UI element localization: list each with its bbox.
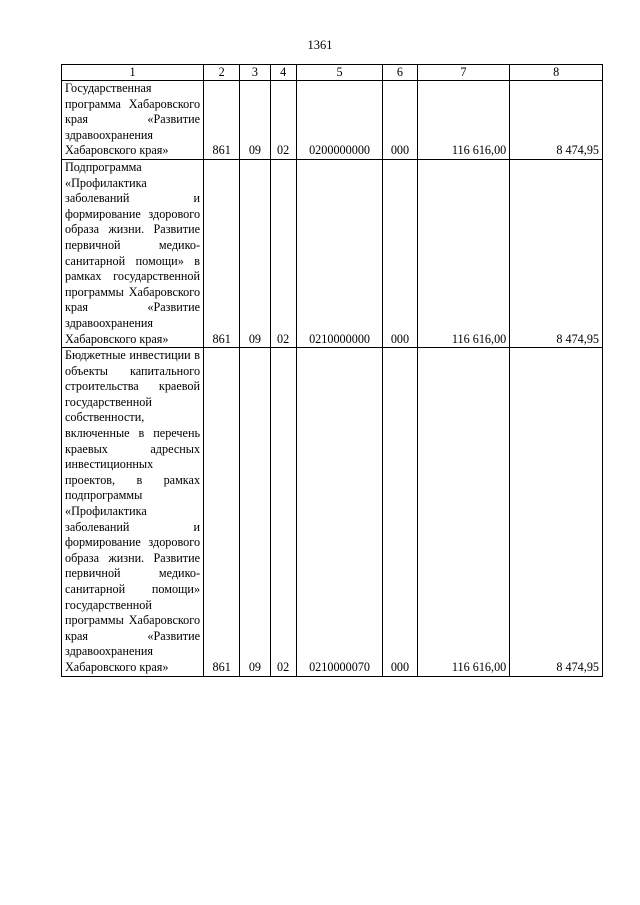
header-col-7: 7 bbox=[417, 65, 510, 81]
row-amount-2: 8 474,95 bbox=[510, 159, 603, 347]
row-subsection: 02 bbox=[270, 348, 296, 676]
header-col-1: 1 bbox=[62, 65, 204, 81]
page-number: 1361 bbox=[307, 38, 333, 52]
row-expense-type: 000 bbox=[383, 81, 417, 160]
header-col-2: 2 bbox=[204, 65, 240, 81]
row-amount-1: 116 616,00 bbox=[417, 159, 510, 347]
row-amount-1: 116 616,00 bbox=[417, 348, 510, 676]
row-target-article: 0210000000 bbox=[296, 159, 383, 347]
row-ministry-code: 861 bbox=[204, 159, 240, 347]
header-row bbox=[62, 65, 603, 81]
header-col-6: 6 bbox=[383, 65, 417, 81]
row-amount-2: 8 474,95 bbox=[510, 348, 603, 676]
row-name: Подпрограмма «Профилактика заболеваний и формирование здорового образа жизни. Развитие первичной медико-санитарной помощи» в рамках государственной программы Хабаровского края «Развитие здравоохранения Хабаровского края» bbox=[62, 159, 204, 347]
row-ministry-code: 861 bbox=[204, 81, 240, 160]
row-expense-type: 000 bbox=[383, 348, 417, 676]
row-target-article: 0210000070 bbox=[296, 348, 383, 676]
row-section: 09 bbox=[240, 348, 270, 676]
header-col-3: 3 bbox=[240, 65, 270, 81]
row-ministry-code: 861 bbox=[204, 348, 240, 676]
table-row bbox=[62, 81, 603, 160]
header-col-8: 8 bbox=[510, 65, 603, 81]
row-amount-1: 116 616,00 bbox=[417, 81, 510, 160]
row-section: 09 bbox=[240, 81, 270, 160]
row-name: Бюджетные инвестиции в объекты капитального строительства краевой государственной собственности, включенные в перечень краевых адресных инвестиционных проектов, в рамках подпрограммы «Профилактика заболеваний и формирование здорового образа жизни. Развитие первичной медико-санитарной помощи» государственной программы Хабаровского края «Развитие здравоохранения Хабаровского края» bbox=[62, 348, 204, 676]
budget-table bbox=[61, 64, 603, 677]
row-name: Государственная программа Хабаровского края «Развитие здравоохранения Хабаровского края» bbox=[62, 81, 204, 160]
header-col-4: 4 bbox=[270, 65, 296, 81]
row-target-article: 0200000000 bbox=[296, 81, 383, 160]
table-row bbox=[62, 348, 603, 676]
row-subsection: 02 bbox=[270, 159, 296, 347]
header-col-5: 5 bbox=[296, 65, 383, 81]
table-row bbox=[62, 159, 603, 347]
row-section: 09 bbox=[240, 159, 270, 347]
row-expense-type: 000 bbox=[383, 159, 417, 347]
row-amount-2: 8 474,95 bbox=[510, 81, 603, 160]
row-subsection: 02 bbox=[270, 81, 296, 160]
